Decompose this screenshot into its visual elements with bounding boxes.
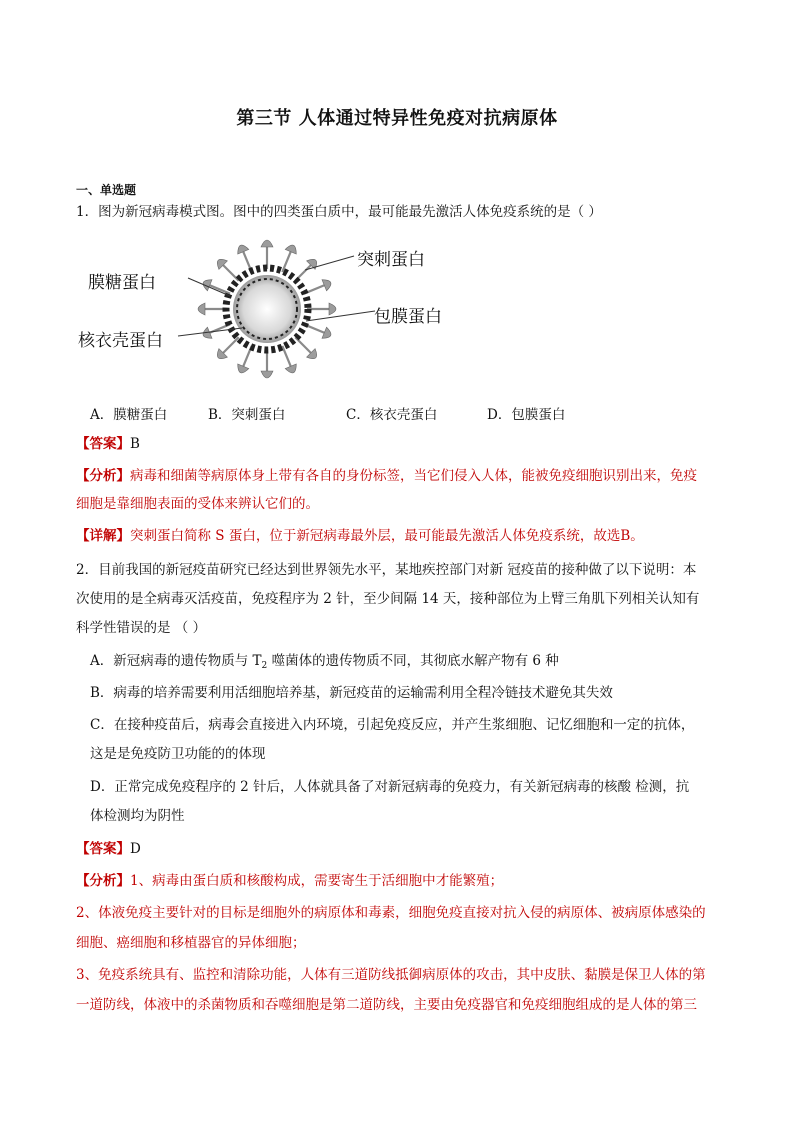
q2-option-c-line2: 这是是免疫防卫功能的的体现 <box>90 746 266 762</box>
q1-answer <box>76 434 140 454</box>
q2-option-a-pre: A．新冠病毒的遗传物质与 T <box>90 653 262 669</box>
q2-option-d-line2: 体检测均为阴性 <box>90 808 185 824</box>
analysis-text: 1、病毒由蛋白质和核酸构成，需要寄生于活细胞中才能繁殖； <box>130 873 504 889</box>
q2-analysis-1 <box>76 871 503 891</box>
q1-stem: 1．图为新冠病毒模式图。图中的四类蛋白质中，最可能最先激活人体免疫系统的是（ ） <box>76 204 602 220</box>
q2-stem-line3: 科学性错误的是 （ ） <box>76 620 207 636</box>
q1-analysis-line2: 细胞是靠细胞表面的受体来辨认它们的。 <box>76 496 319 512</box>
q2-option-b: B．病毒的培养需要利用活细胞培养基，新冠疫苗的运输需利用全程冷链技术避免其失效 <box>90 685 613 701</box>
q2-option-a <box>90 651 559 676</box>
q2-analysis-3-line1: 3、免疫系统具有、监控和清除功能，人体有三道防线抵御病原体的攻击，其中皮肤、黏膜是保卫人体的第 <box>76 967 706 983</box>
q1-option-b: B．突刺蛋白 <box>208 407 286 423</box>
q2-analysis-2-line2: 细胞、癌细胞和移植器官的异体细胞； <box>76 935 306 951</box>
analysis-text: 病毒和细菌等病原体身上带有各自的身份标签，当它们侵入人体，能被免疫细胞识别出来，免疫 <box>130 468 697 484</box>
label-nucleocapsid-protein: 核衣壳蛋白 <box>78 331 163 351</box>
q1-option-a: A．膜糖蛋白 <box>90 407 168 423</box>
detail-tag: 【详解】 <box>76 528 130 544</box>
analysis-tag: 【分析】 <box>76 873 130 889</box>
analysis-tag: 【分析】 <box>76 468 130 484</box>
q2-option-a-post: 噬菌体的遗传物质不同，其彻底水解产物有 6 种 <box>267 653 559 669</box>
answer-value: D <box>130 841 141 857</box>
q2-option-a-sub: 2 <box>261 661 268 671</box>
q1-detail <box>76 526 644 546</box>
q1-option-c: C．核衣壳蛋白 <box>346 407 438 423</box>
section-heading: 一、单选题 <box>76 183 137 197</box>
virus-body <box>198 240 336 378</box>
q2-analysis-2-line1: 2、体液免疫主要针对的目标是细胞外的病原体和毒素，细胞免疫直接对抗入侵的病原体、被病原体感染的 <box>76 905 706 921</box>
label-spike-protein: 突刺蛋白 <box>357 250 425 270</box>
q2-option-d-line1: D．正常完成免疫程序的 2 针后，人体就具备了对新冠病毒的免疫力，有关新冠病毒的核酸 检测，抗 <box>90 779 690 795</box>
q2-option-c-line1: C．在接种疫苗后，病毒会直接进入内环境，引起免疫反应，并产生浆细胞、记忆细胞和一定的抗体， <box>90 717 695 733</box>
page-title: 第三节 人体通过特异性免疫对抗病原体 <box>236 108 558 129</box>
label-envelope-protein: 包膜蛋白 <box>374 307 442 327</box>
q1-option-d: D．包膜蛋白 <box>487 407 566 423</box>
detail-text: 突刺蛋白简称 S 蛋白，位于新冠病毒最外层，最可能最先激活人体免疫系统，故选B。 <box>130 528 644 544</box>
answer-tag: 【答案】 <box>76 841 130 857</box>
answer-tag: 【答案】 <box>76 436 130 452</box>
answer-value: B <box>130 436 140 452</box>
label-glycoprotein: 膜糖蛋白 <box>88 273 156 293</box>
q2-analysis-3-line2: 一道防线，体液中的杀菌物质和吞噬细胞是第二道防线，主要由免疫器官和免疫细胞组成的是人体的第三 <box>76 997 697 1013</box>
q1-analysis-line1 <box>76 466 697 486</box>
q2-stem-line1: 2．目前我国的新冠疫苗研究已经达到世界领先水平，某地疾控部门对新 冠疫苗的接种做了以下说明：本 <box>76 562 697 578</box>
q2-stem-line2: 次使用的是全病毒灭活疫苗，免疫程序为 2 针，至少间隔 14 天，接种部位为上臂三角肌下列相关认知有 <box>76 591 700 607</box>
q2-answer <box>76 839 141 859</box>
